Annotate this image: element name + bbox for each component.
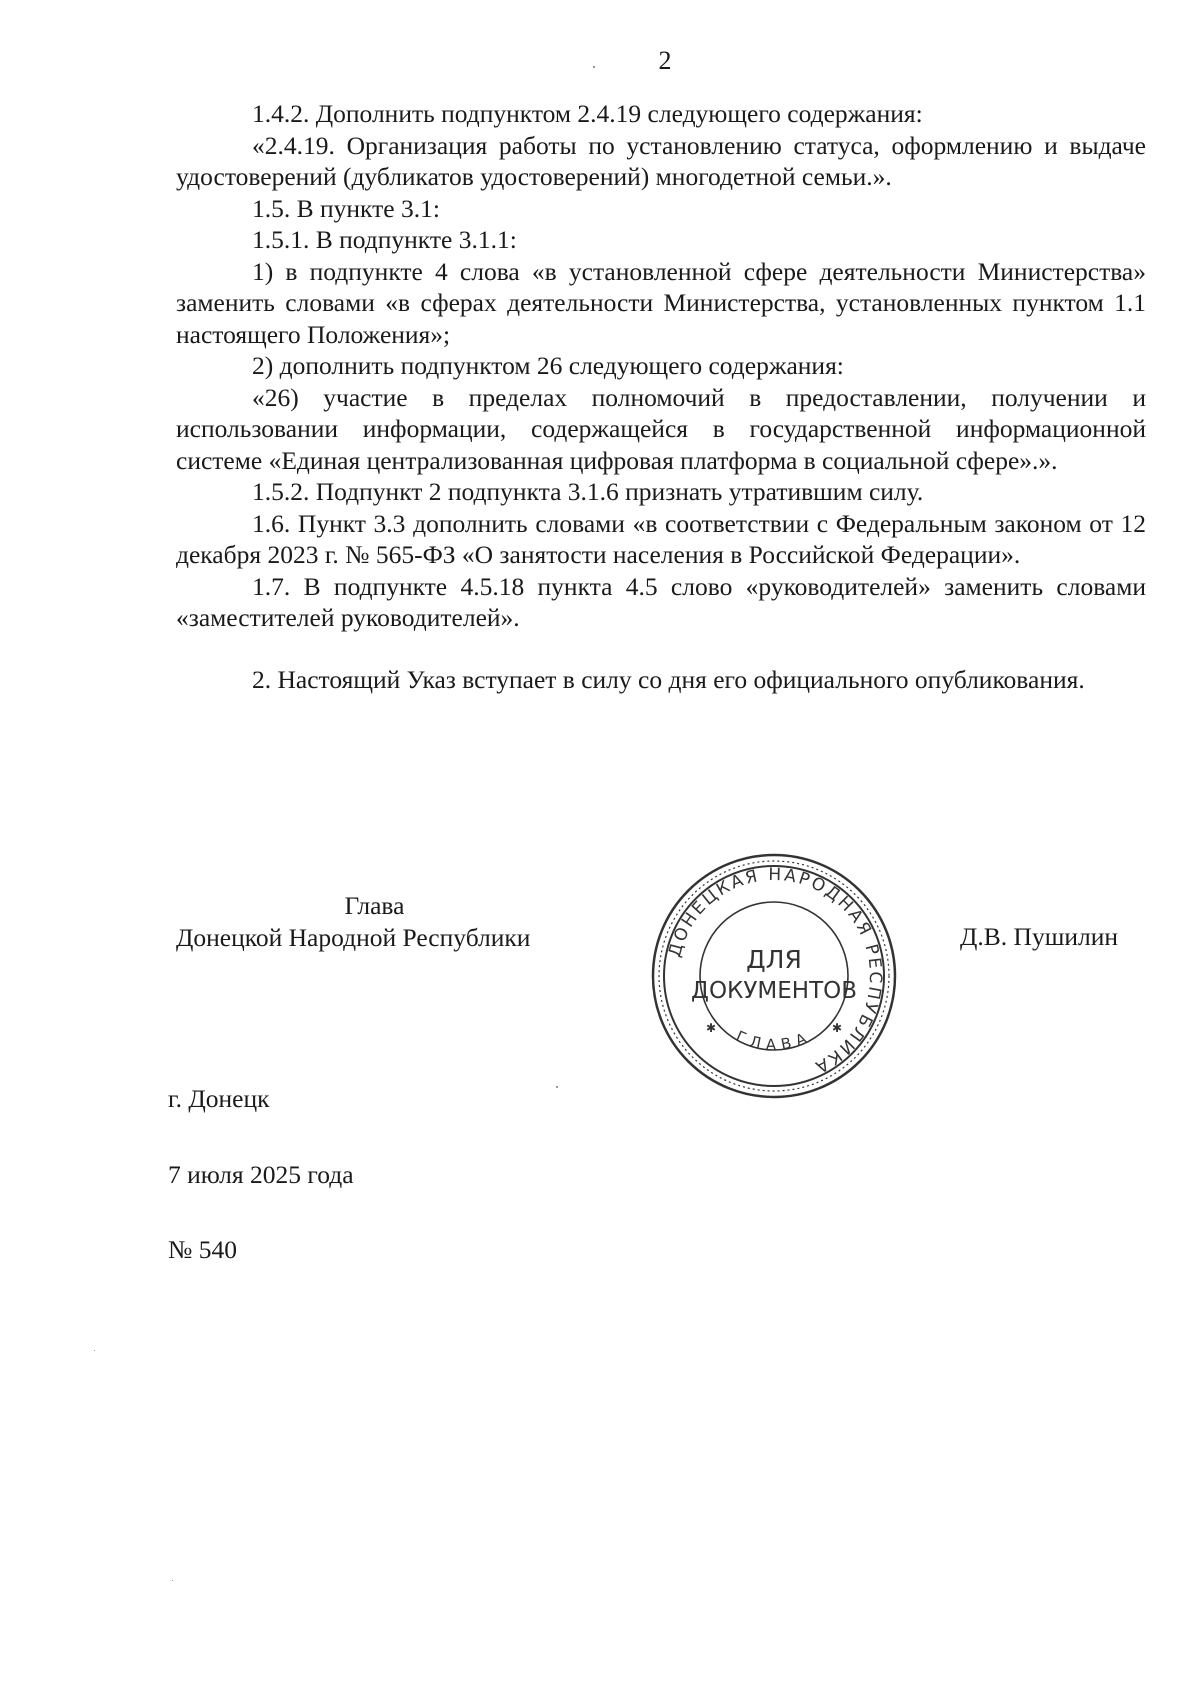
paragraph-1-4-2: 1.4.2. Дополнить подпунктом 2.4.19 следующего содержания: — [252, 99, 923, 128]
document-number: № 540 — [168, 1235, 237, 1264]
signatory-title-line1: Глава — [344, 891, 405, 920]
paragraph-1-7: 1.7. В подпункте 4.5.18 пункта 4.5 слово «руководителей» заменить словами «заместителей руководителей». — [176, 571, 1146, 632]
svg-text:ГЛАВА — [733, 1027, 814, 1054]
scan-speck — [593, 66, 595, 68]
seal-star-icon: ✱ — [832, 1021, 843, 1035]
signatory-title-line2: Донецкой Народной Республики — [176, 923, 531, 952]
signatory-name: Д.В. Пушилин — [960, 922, 1118, 951]
paragraph-1-5-1: 1.5.1. В подпункте 3.1.1: — [252, 225, 517, 254]
scan-speck — [172, 1580, 173, 1581]
paragraph-1-6: 1.6. Пункт 3.3 дополнить словами «в соответствии с Федеральным законом от 12 декабря 2023 г. № 565-ФЗ «О занятости населения в Российской Федерации». — [176, 508, 1146, 569]
scan-speck — [556, 1086, 558, 1088]
paragraph-item-26: «26) участие в пределах полномочий в предоставлении, получении и использовании информации, содержащейся в государственной информационной системе «Единая централизованная цифровая платформа в социальной сфере».». — [176, 382, 1146, 475]
place-of-signing: г. Донецк — [168, 1084, 270, 1113]
document-body — [176, 98, 1146, 695]
document-date: 7 июля 2025 года — [168, 1160, 354, 1189]
seal-ring-text: ДОНЕЦКАЯ НАРОДНАЯ РЕСПУБЛИКА — [664, 864, 886, 1078]
seal-center-line2: ДОКУМЕНТОВ — [690, 978, 858, 1004]
official-seal — [648, 850, 900, 1102]
paragraph-item-2: 2) дополнить подпунктом 26 следующего содержания: — [252, 351, 844, 380]
paragraph-1-5-2: 1.5.2. Подпункт 2 подпункта 3.1.6 признать утратившим силу. — [252, 477, 924, 506]
paragraph-2-4-19: «2.4.19. Организация работы по установлению статуса, оформлению и выдаче удостоверений (дубликатов удостоверений) многодетной семьи.». — [176, 130, 1146, 191]
paragraph-2: 2. Настоящий Указ вступает в силу со дня его официального опубликования. — [252, 664, 1085, 694]
scan-speck — [94, 1350, 95, 1351]
seal-center-line1: ДЛЯ — [746, 945, 802, 974]
paragraph-item-1: 1) в подпункте 4 слова «в установленной сфере деятельности Министерства» заменить словами «в сферах деятельности Министерства, установленных пунктом 1.1 настоящего Положения»; — [176, 256, 1146, 349]
signatory-title — [176, 890, 573, 954]
seal-star-icon: ✱ — [706, 1021, 717, 1035]
page-number: 2 — [658, 46, 672, 75]
seal-icon — [648, 850, 900, 1102]
seal-bottom-text: ГЛАВА — [733, 1026, 815, 1054]
paragraph-1-5: 1.5. В пункте 3.1: — [252, 193, 440, 223]
